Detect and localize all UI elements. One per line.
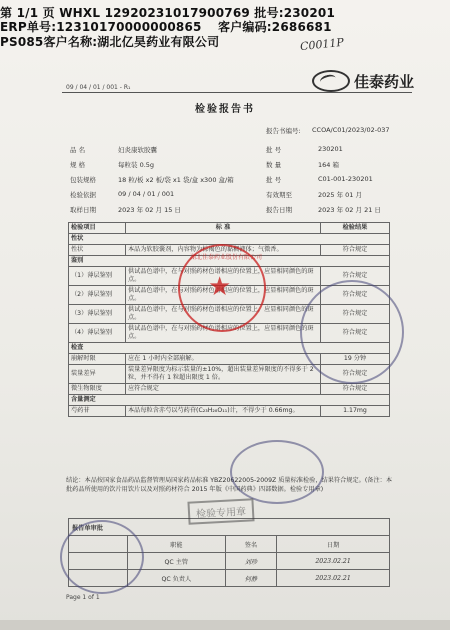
blue-oval-stamp — [230, 440, 324, 504]
field-value: 每粒装 0.5g — [118, 161, 155, 169]
row-item: （3）薄层鉴别 — [69, 305, 126, 324]
col-date: 日期 — [277, 536, 390, 553]
row-item: 性状 — [69, 245, 126, 256]
row-result: 符合规定 — [321, 245, 390, 256]
field-value: 164 箱 — [318, 161, 339, 169]
field-label: 有效期至 — [266, 191, 292, 199]
field-value: C01-001-230201 — [318, 175, 373, 183]
field-value: 2025 年 01 月 — [318, 191, 363, 199]
logo-text: 佳泰药业 — [353, 72, 414, 91]
row-standard: 本品每粒含赤芍以芍药苷(C₂₃H₂₈O₁₁)计，不得少于 0.66mg。 — [126, 406, 321, 417]
seal-text: 湖北佳泰药业股份有限公司 — [190, 254, 263, 261]
row-item: 装量差异 — [69, 365, 126, 384]
header-rule — [62, 92, 412, 93]
approval-date: 2023.02.21 — [277, 570, 390, 587]
conclusion-text: 结论：本品按国家食品药品监督管理局国家药品标准 YBZ20622005-2009Z 质量标准检验，结果符合规定。(备注：本批药品所使用的饮片用饮片以及对照药材符合 2015 年版《中国药典》四部数据。检验专用章) — [66, 477, 393, 493]
logo-icon — [312, 70, 350, 92]
row-result: 符合规定 — [321, 305, 390, 324]
inspection-stamp: 检验专用章 — [187, 498, 254, 524]
row-item: （4）薄层鉴别 — [69, 324, 126, 343]
section-label: 鉴别 — [69, 256, 390, 267]
field-label: 品 名 — [70, 146, 86, 154]
field-value: 18 粒/板 x2 板/袋 x1 袋/盒 x300 盒/箱 — [118, 176, 234, 184]
company-logo — [312, 70, 414, 92]
print-header-erp: ERP单号:12310170000000865 — [0, 20, 202, 34]
field-value: 2023 年 02 月 21 日 — [318, 206, 381, 214]
col-header-item: 检验项目 — [69, 223, 126, 234]
row-standard: 应符合规定 — [126, 384, 321, 395]
blue-round-stamp — [300, 280, 404, 384]
table-section-row — [69, 395, 390, 406]
doc-code: 09 / 04 / 01 / 001 - R₁ — [66, 84, 131, 91]
row-standard: 供试品色谱中，在与对照药材色谱相应的位置上，应显相同颜色的斑点。 — [126, 267, 321, 286]
approval-date: 2023.02.21 — [277, 553, 390, 570]
approval-signature: 刘珍 — [225, 553, 277, 570]
row-result: 符合规定 — [321, 324, 390, 343]
row-standard: 供试品色谱中，在与对照药材色谱相应的位置上，应显相同颜色的斑点。 — [126, 286, 321, 305]
row-standard: 装量差异限度为标示装量的±10%，超出装量差异限度的不得多于 2 粒，并不得有 1 粒超出限度 1 倍。 — [126, 365, 321, 384]
section-label: 性状 — [69, 234, 390, 245]
field-label: 包装规格 — [70, 176, 96, 184]
row-item: （1）薄层鉴别 — [69, 267, 126, 286]
approval-header: 报告单审批 — [69, 519, 390, 536]
field-label: 检验依据 — [70, 191, 96, 199]
table-section-row — [69, 234, 390, 245]
print-header-line1: 第 1/1 页 WHXL 12920231017900769 批号:230201 — [0, 6, 335, 20]
table-header-row — [69, 223, 390, 234]
row-result: 符合规定 — [321, 267, 390, 286]
field-value: 2023 年 02 月 15 日 — [118, 206, 181, 214]
report-title: 检验报告书 — [195, 104, 255, 115]
print-header-customer-name: PS085客户名称:湖北亿昊药业有限公司 — [0, 35, 220, 49]
row-item: （2）薄层鉴别 — [69, 286, 126, 305]
field-label: 取样日期 — [70, 206, 96, 214]
field-label: 规 格 — [70, 161, 86, 169]
table-row — [69, 406, 390, 417]
section-label: 含量测定 — [69, 395, 390, 406]
col-sign: 签名 — [225, 536, 277, 553]
bottom-strip — [0, 620, 450, 630]
page-footer: Page 1 of 1 — [66, 594, 100, 601]
row-standard: 供试品色谱中，在与对照药材色谱相应的位置上，应显相同颜色的斑点。 — [126, 324, 321, 343]
row-standard: 应在 1 小时内全部崩解。 — [126, 354, 321, 365]
col-role: 职能 — [128, 536, 226, 553]
star-icon: ★ — [208, 272, 232, 302]
row-standard: 供试品色谱中，在与对照药材色谱相应的位置上，应显相同颜色的斑点。 — [126, 305, 321, 324]
approval-role: QC 负责人 — [128, 570, 226, 587]
report-no-label: 报告书编号: — [266, 127, 301, 135]
approval-signature: 何静 — [225, 570, 277, 587]
field-label: 数 量 — [266, 161, 282, 169]
row-result: 1.17mg — [321, 406, 390, 417]
col-header-result: 检验结果 — [321, 223, 390, 234]
field-value: 妇炎康软胶囊 — [118, 146, 157, 154]
field-label: 批 号 — [266, 146, 282, 154]
field-label: 批 号 — [266, 176, 282, 184]
approval-role: QC 主管 — [128, 553, 226, 570]
row-result: 符合规定 — [321, 365, 390, 384]
row-standard: 本品为软胶囊剂，内容物为棕褐色的黏稠液体；气微香。 — [126, 245, 321, 256]
report-no: CCOA/C01/2023/02-037 — [312, 126, 390, 134]
red-company-seal — [178, 244, 266, 332]
field-value: 09 / 04 / 01 / 001 — [118, 190, 175, 198]
table-row — [69, 384, 390, 395]
handwritten-note: C0011P — [299, 35, 345, 54]
col-header-standard: 标 准 — [126, 223, 321, 234]
row-result: 19 分钟 — [321, 354, 390, 365]
row-item: 崩解时限 — [69, 354, 126, 365]
row-item: 芍药苷 — [69, 406, 126, 417]
row-item: 微生物限度 — [69, 384, 126, 395]
field-label: 报告日期 — [266, 206, 292, 214]
section-label: 检查 — [69, 343, 390, 354]
blue-round-stamp-bottom — [60, 520, 144, 594]
field-value: 230201 — [318, 145, 343, 153]
print-header-customer-code: 客户编码:2686681 — [218, 20, 332, 34]
row-result: 符合规定 — [321, 286, 390, 305]
row-result: 符合规定 — [321, 384, 390, 395]
